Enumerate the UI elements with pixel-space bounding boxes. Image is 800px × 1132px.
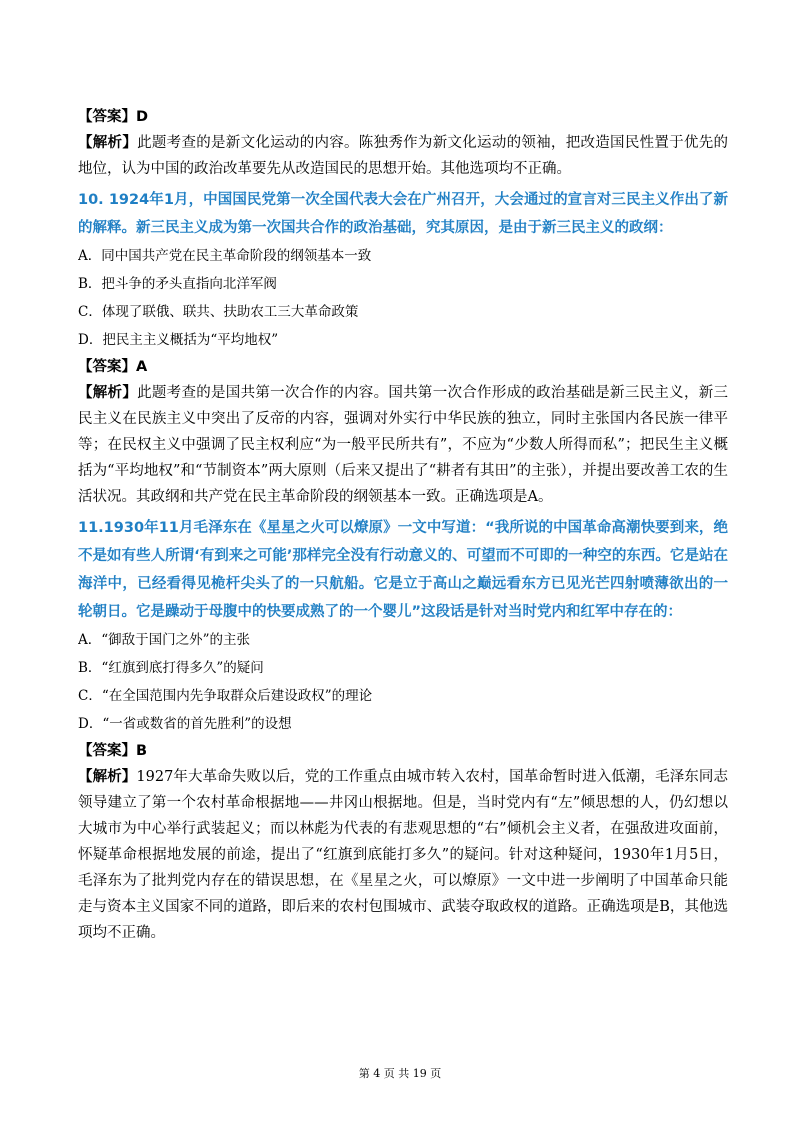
answer-value: B	[136, 743, 148, 759]
answer-line	[78, 104, 728, 130]
page-footer: 第 4 页 共 19 页	[358, 1067, 442, 1080]
question-stem: 10. 1924年1月，中国国民党第一次全国代表大会在广州召开，大会通过的宣言对三民主义作出了新的解释。新三民主义成为第一次国共合作的政治基础，究其原因，是由于新三民主义的政纲：	[78, 192, 728, 236]
analysis-text: 此题考查的是新文化运动的内容。陈独秀作为新文化运动的领袖，把改造国民性置于优先的地位，认为中国的政治改革要先从改造国民的思想开始。其他选项均不正确。	[78, 135, 728, 177]
analysis-label: 【解析】	[78, 385, 138, 401]
document-body	[78, 104, 728, 950]
analysis-label: 【解析】	[78, 769, 137, 785]
analysis-paragraph	[78, 764, 728, 946]
analysis-text: 1927年大革命失败以后，党的工作重点由城市转入农村，国革命暂时进入低潮，毛泽东同志领导建立了第一个农村革命根据地——井冈山根据地。但是，当时党内有“左”倾思想的人，仍幻想以大城市为中心举行武装起义；而以林彪为代表的有悲观思想的“右”倾机会主义者，在强敌进攻面前，怀疑革命根据地发展的前途，提出了“红旗到底能打多久”的疑问。针对这种疑问，1930年1月5日，毛泽东为了批判党内存在的错误思想，在《星星之火，可以燎原》一文中进一步阐明了中国革命只能走与资本主义国家不同的道路，即后来的农村包围城市、武装夺取政权的道路。正确选项是B，其他选项均不正确。	[78, 769, 728, 941]
answer-line	[78, 354, 728, 380]
answer-label: 【答案】	[78, 743, 136, 759]
option-b: B．“红旗到底打得多久”的疑问	[78, 660, 264, 676]
option-a: A．“御敌于国门之外”的主张	[78, 632, 251, 648]
answer-line	[78, 738, 728, 764]
analysis-label: 【解析】	[78, 135, 138, 151]
answer-label: 【答案】	[78, 109, 136, 125]
option-d: D．把民主主义概括为“平均地权”	[78, 332, 279, 348]
question-11	[78, 514, 728, 946]
analysis-paragraph	[78, 130, 728, 182]
option-c: C．“在全国范围内先争取群众后建设政权”的理论	[78, 688, 373, 704]
answer-block-prev	[78, 104, 728, 182]
analysis-paragraph	[78, 380, 728, 510]
answer-value: A	[136, 359, 148, 375]
answer-label: 【答案】	[78, 359, 136, 375]
option-b: B．把斗争的矛头直指向北洋军阀	[78, 276, 277, 292]
option-c: C．体现了联俄、联共、扶助农工三大革命政策	[78, 304, 359, 320]
question-10	[78, 186, 728, 510]
analysis-text: 此题考查的是国共第一次合作的内容。国共第一次合作形成的政治基础是新三民主义，新三民主义在民族主义中突出了反帝的内容，强调对外实行中华民族的独立，同时主张国内各民族一律平等；在民权主义中强调了民主权利应“为一般平民所共有”，不应为“少数人所得而私”；把民生主义概括为“平均地权”和“节制资本”两大原则（后来又提出了“耕者有其田”的主张），并提出要改善工农的生活状况。其政纲和共产党在民主革命阶段的纲领基本一致。正确选项是A。	[78, 385, 728, 505]
answer-value: D	[136, 109, 149, 125]
option-d: D．“一省或数省的首先胜利”的设想	[78, 716, 292, 732]
question-stem: 11.1930年11月毛泽东在《星星之火可以燎原》一文中写道：“我所说的中国革命高潮快要到来，绝不是如有些人所谓‘有到来之可能’那样完全没有行动意义的、可望而不可即的一种空的东西。它是站在海洋中，已经看得见桅杆尖头了的一只航船。它是立于高山之巅远看东方已见光芒四射喷薄欲出的一轮朝日。它是躁动于母腹中的快要成熟了的一个婴儿”这段话是针对当时党内和红军中存在的：	[78, 520, 728, 620]
option-a: A．同中国共产党在民主革命阶段的纲领基本一致	[78, 248, 372, 264]
